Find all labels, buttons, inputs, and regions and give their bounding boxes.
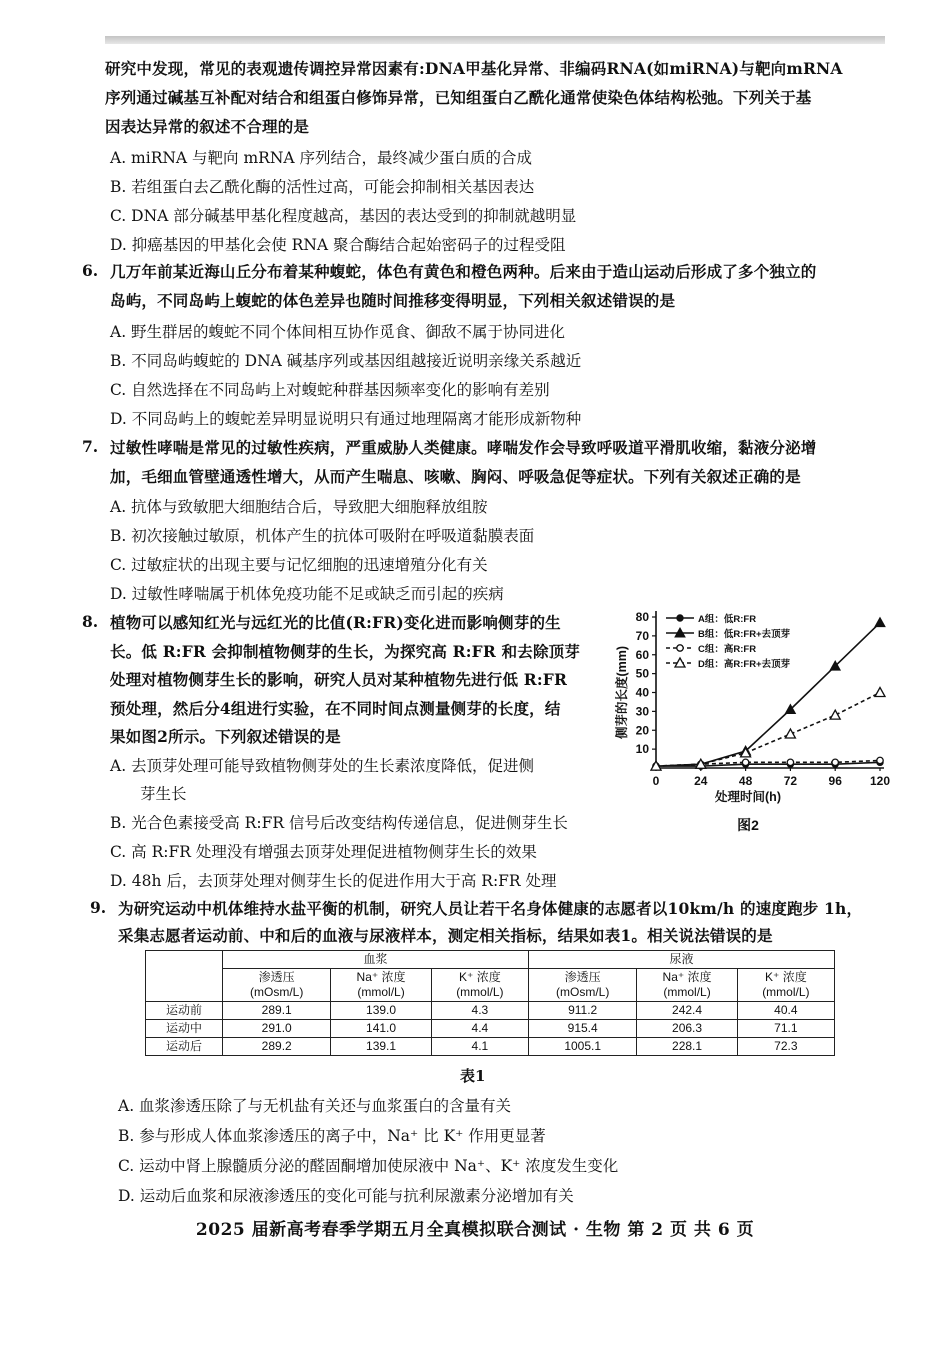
q7-number: 7. (82, 437, 99, 456)
q8-stem-line: 长。低 R:FR 会抑制植物侧芽的生长，为探究高 R:FR 和去除顶芽 (110, 642, 581, 661)
legend-label: C组：高R:FR (698, 644, 757, 655)
q8-stem-line: 果如图2所示。下列叙述错误的是 (110, 727, 341, 746)
q9-stem-line: 采集志愿者运动前、中和后的血液与尿液样本，测定相关指标，结果如表1。相关说法错误的是 (118, 926, 773, 945)
q5-option-c: C. DNA 部分碱基甲基化程度越高，基因的表达受到的抑制就越明显 (110, 207, 577, 225)
figure-caption: 图2 (737, 817, 759, 833)
table-cell: 139.1 (331, 1038, 431, 1056)
growth-line-chart (608, 605, 898, 840)
table-group-header: 尿液 (528, 951, 834, 969)
q6-option-a: A. 野生群居的蝮蛇不同个体间相互协作觅食、御敌不属于协同进化 (110, 323, 566, 341)
data-point (742, 759, 748, 765)
table-cell: 1005.1 (528, 1038, 636, 1056)
table-col-header: K⁺ 浓度 (mmol/L) (737, 969, 834, 1002)
x-tick-label: 48 (738, 774, 753, 788)
table-cell: 291.0 (223, 1020, 331, 1038)
table-cell: 4.1 (431, 1038, 528, 1056)
x-tick-label: 120 (869, 774, 891, 788)
q5-stem-line: 因表达异常的叙述不合理的是 (105, 117, 310, 136)
table-col-header: K⁺ 浓度 (mmol/L) (431, 969, 528, 1002)
y-axis-label: 侧芽的长度(mm) (615, 645, 629, 740)
q8-option-a-cont: 芽生长 (140, 785, 187, 803)
q9-option-b: B. 参与形成人体血浆渗透压的离子中，Na⁺ 比 K⁺ 作用更显著 (118, 1127, 546, 1145)
table-row (146, 1038, 835, 1056)
legend-label: A组：低R:FR (698, 614, 757, 625)
table-cell: 206.3 (637, 1020, 737, 1038)
y-tick-label: 10 (635, 742, 649, 757)
q7-option-c: C. 过敏症状的出现主要与记忆细胞的迅速增殖分化有关 (110, 556, 488, 574)
q9-stem-line: 为研究运动中机体维持水盐平衡的机制，研究人员让若干名身体健康的志愿者以10km/h 的速度跑步 1h， (118, 899, 863, 918)
table-cell: 289.2 (223, 1038, 331, 1056)
x-tick-label: 96 (828, 774, 842, 788)
y-tick-label: 40 (635, 685, 649, 700)
table-cell: 4.3 (431, 1002, 528, 1020)
y-tick-label: 70 (635, 628, 649, 643)
table-cell: 141.0 (331, 1020, 431, 1038)
q5-option-a: A. miRNA 与靶向 mRNA 序列结合，最终减少蛋白质的合成 (110, 149, 533, 167)
q9-option-a: A. 血浆渗透压除了与无机盐有关还与血浆蛋白的含量有关 (118, 1097, 512, 1115)
table-col-header: 渗透压 (mOsm/L) (223, 969, 331, 1002)
table-cell: 242.4 (637, 1002, 737, 1020)
table-row (146, 1020, 835, 1038)
data-point (677, 645, 683, 651)
data-point (875, 618, 885, 627)
table-cell: 915.4 (528, 1020, 636, 1038)
q8-option-d: D. 48h 后，去顶芽处理对侧芽生长的促进作用大于高 R:FR 处理 (110, 872, 557, 890)
table-group-header: 血浆 (223, 951, 529, 969)
y-tick-label: 30 (635, 704, 649, 719)
y-tick-label: 60 (635, 647, 649, 662)
table-cell: 911.2 (528, 1002, 636, 1020)
table-row-label: 运动前 (146, 1002, 223, 1020)
q7-stem-line: 过敏性哮喘是常见的过敏性疾病，严重威胁人类健康。哮喘发作会导致呼吸道平滑肌收缩，黏液分泌增 (110, 438, 817, 457)
legend-label: B组：低R:FR+去顶芽 (698, 629, 791, 640)
x-tick-label: 0 (652, 774, 660, 788)
data-point (787, 759, 793, 765)
table-col-header: Na⁺ 浓度 (mmol/L) (331, 969, 431, 1002)
table-caption: 表1 (460, 1067, 486, 1085)
q6-stem-line: 几万年前某近海山丘分布着某种蝮蛇，体色有黄色和橙色两种。后来由于造山运动后形成了多个独立的 (110, 262, 817, 281)
table-row-label: 运动后 (146, 1038, 223, 1056)
x-tick-label: 24 (694, 774, 708, 788)
table-col-header: Na⁺ 浓度 (mmol/L) (637, 969, 737, 1002)
q8-option-b: B. 光合色素接受高 R:FR 信号后改变结构传递信息，促进侧芽生长 (110, 814, 568, 832)
table-cell: 72.3 (737, 1038, 834, 1056)
q5-option-b: B. 若组蛋白去乙酰化酶的活性过高，可能会抑制相关基因表达 (110, 178, 535, 196)
q6-stem-line: 岛屿，不同岛屿上蝮蛇的体色差异也随时间推移变得明显，下列相关叙述错误的是 (110, 291, 676, 310)
q7-option-d: D. 过敏性哮喘属于机体免疫功能不足或缺乏而引起的疾病 (110, 585, 504, 603)
q9-option-d: D. 运动后血浆和尿液渗透压的变化可能与抗利尿激素分泌增加有关 (118, 1187, 574, 1205)
table-row (146, 1002, 835, 1020)
table-cell: 289.1 (223, 1002, 331, 1020)
y-tick-label: 80 (635, 610, 649, 624)
table-cell: 71.1 (737, 1020, 834, 1038)
q8-stem-line: 预处理，然后分4组进行实验，在不同时间点测量侧芽的长度，结 (110, 699, 561, 718)
table-col-header: 渗透压 (mOsm/L) (528, 969, 636, 1002)
q5-option-d: D. 抑癌基因的甲基化会使 RNA 聚合酶结合起始密码子的过程受阻 (110, 236, 566, 254)
q6-option-c: C. 自然选择在不同岛屿上对蝮蛇种群基因频率变化的影响有差别 (110, 381, 550, 399)
table-cell: 40.4 (737, 1002, 834, 1020)
q8-number: 8. (82, 612, 99, 631)
q9-option-c: C. 运动中肾上腺髓质分泌的醛固酮增加使尿液中 Na⁺、K⁺ 浓度发生变化 (118, 1157, 619, 1175)
legend-label: D组：高R:FR+去顶芽 (698, 659, 791, 670)
results-table (145, 950, 835, 1056)
table-cell: 139.0 (331, 1002, 431, 1020)
table-cell: 4.4 (431, 1020, 528, 1038)
q5-stem-line: 研究中发现，常见的表观遗传调控异常因素有:DNA甲基化异常、非编码RNA(如miRNA)与靶向mRNA (105, 59, 843, 78)
q7-option-b: B. 初次接触过敏原，机体产生的抗体可吸附在呼吸道黏膜表面 (110, 527, 535, 545)
data-point (785, 729, 795, 738)
data-point (877, 757, 883, 763)
q9-number: 9. (90, 898, 107, 917)
data-point (677, 615, 683, 621)
y-tick-label: 50 (635, 666, 649, 681)
q6-number: 6. (82, 261, 99, 280)
q6-option-d: D. 不同岛屿上的蝮蛇差异明显说明只有通过地理隔离才能形成新物种 (110, 410, 582, 428)
q7-option-a: A. 抗体与致敏肥大细胞结合后，导致肥大细胞释放组胺 (110, 498, 488, 516)
y-tick-label: 20 (635, 723, 649, 738)
x-tick-label: 72 (783, 774, 798, 788)
data-point (830, 710, 840, 719)
q8-option-c: C. 高 R:FR 处理没有增强去顶芽处理促进植物侧芽生长的效果 (110, 843, 537, 861)
q5-stem-line: 序列通过碱基互补配对结合和组蛋白修饰异常，已知组蛋白乙酰化通常使染色体结构松弛。下列关于基 (105, 88, 812, 107)
table-cell: 228.1 (637, 1038, 737, 1056)
page-footer: 2025 届新高考春季学期五月全真模拟联合测试 · 生物 第 2 页 共 6 页 (195, 1220, 755, 1240)
top-cutoff-strip (105, 36, 885, 44)
q8-option-a: A. 去顶芽处理可能导致植物侧芽处的生长素浓度降低，促进侧 (110, 757, 535, 775)
table-row-label: 运动中 (146, 1020, 223, 1038)
series-line (656, 623, 880, 766)
q6-option-b: B. 不同岛屿蝮蛇的 DNA 碱基序列或基因组越接近说明亲缘关系越近 (110, 352, 582, 370)
data-point (875, 688, 885, 697)
q8-stem-line: 处理对植物侧芽生长的影响，研究人员对某种植物先进行低 R:FR (110, 670, 568, 689)
x-axis-label: 处理时间(h) (715, 790, 781, 804)
q7-stem-line: 加，毛细血管壁通透性增大，从而产生喘息、咳嗽、胸闷、呼吸急促等症状。下列有关叙述正确的是 (110, 467, 801, 486)
data-point (832, 759, 838, 765)
q8-stem-line: 植物可以感知红光与远红光的比值(R:FR)变化进而影响侧芽的生 (110, 613, 561, 632)
